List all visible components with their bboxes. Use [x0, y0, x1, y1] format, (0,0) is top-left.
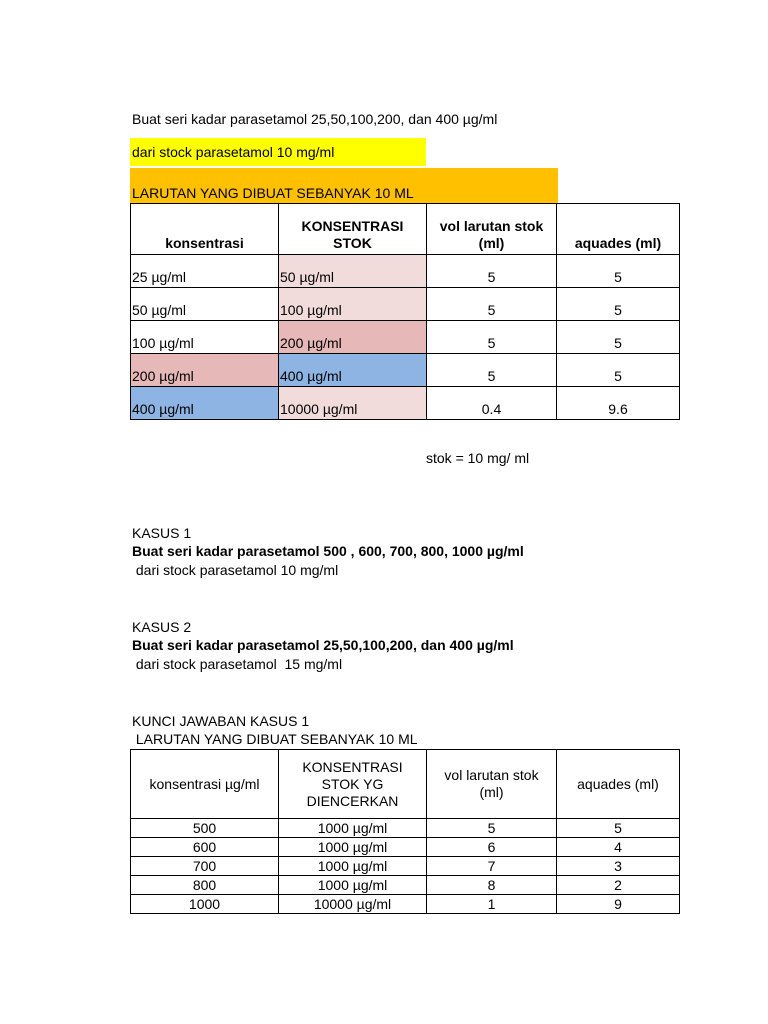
orange-highlight-band — [130, 168, 558, 203]
cell-konsentrasi: 50 µg/ml — [131, 288, 279, 321]
orange-band-text: LARUTAN YANG DIBUAT SEBANYAK 10 ML — [132, 185, 414, 201]
table-row — [131, 819, 680, 838]
cell-stok: 10000 µg/ml — [279, 895, 427, 914]
header-vol-larutan: vol larutan stok (ml) — [427, 204, 557, 255]
kunci-title: KUNCI JAWABAN KASUS 1 — [132, 713, 310, 729]
cell-vol: 8 — [427, 876, 557, 895]
cell-aquades: 5 — [557, 321, 680, 354]
stok-note: stok = 10 mg/ ml — [426, 450, 530, 466]
kasus1-line2: dari stock parasetamol 10 mg/ml — [132, 562, 339, 578]
table-row — [131, 895, 680, 914]
cell-konsentrasi: 700 — [131, 857, 279, 876]
kasus2-line1: Buat seri kadar parasetamol 25,50,100,200, dan 400 µg/ml — [132, 637, 514, 653]
cell-stok: 100 µg/ml — [279, 288, 427, 321]
cell-vol: 0.4 — [427, 387, 557, 420]
cell-aquades: 2 — [557, 876, 680, 895]
cell-stok: 50 µg/ml — [279, 255, 427, 288]
kasus2-line2: dari stock parasetamol 15 mg/ml — [132, 656, 343, 672]
cell-stok: 10000 µg/ml — [279, 387, 427, 420]
cell-konsentrasi: 25 µg/ml — [131, 255, 279, 288]
yellow-band-text: dari stock parasetamol 10 mg/ml — [132, 144, 335, 160]
dilution-table — [130, 203, 680, 420]
cell-vol: 5 — [427, 255, 557, 288]
cell-konsentrasi: 400 µg/ml — [131, 387, 279, 420]
header-konsentrasi: konsentrasi — [131, 204, 279, 255]
table-header-row — [131, 204, 680, 255]
header-konsentrasi: konsentrasi µg/ml — [131, 750, 279, 819]
kasus1-title: KASUS 1 — [132, 525, 192, 541]
cell-aquades: 5 — [557, 255, 680, 288]
cell-stok: 1000 µg/ml — [279, 819, 427, 838]
cell-vol: 5 — [427, 288, 557, 321]
cell-aquades: 9.6 — [557, 387, 680, 420]
cell-vol: 1 — [427, 895, 557, 914]
yellow-highlight-band — [130, 138, 426, 166]
header-konsentrasi-stok: KONSENTRASI STOK YG DIENCERKAN — [279, 750, 427, 819]
table-row — [131, 838, 680, 857]
cell-vol: 6 — [427, 838, 557, 857]
cell-konsentrasi: 600 — [131, 838, 279, 857]
header-vol-larutan: vol larutan stok (ml) — [427, 750, 557, 819]
cell-aquades: 5 — [557, 819, 680, 838]
cell-vol: 5 — [427, 819, 557, 838]
table-header-row — [131, 750, 680, 819]
table-row — [131, 387, 680, 420]
cell-aquades: 9 — [557, 895, 680, 914]
cell-vol: 7 — [427, 857, 557, 876]
cell-stok: 200 µg/ml — [279, 321, 427, 354]
cell-vol: 5 — [427, 354, 557, 387]
table-row — [131, 321, 680, 354]
cell-aquades: 5 — [557, 354, 680, 387]
header-aquades: aquades (ml) — [557, 204, 680, 255]
table-row — [131, 354, 680, 387]
cell-konsentrasi: 200 µg/ml — [131, 354, 279, 387]
table-row — [131, 255, 680, 288]
cell-konsentrasi: 100 µg/ml — [131, 321, 279, 354]
cell-konsentrasi: 1000 — [131, 895, 279, 914]
cell-konsentrasi: 800 — [131, 876, 279, 895]
cell-aquades: 4 — [557, 838, 680, 857]
table-row — [131, 876, 680, 895]
cell-stok: 1000 µg/ml — [279, 838, 427, 857]
kunci-subtitle: LARUTAN YANG DIBUAT SEBANYAK 10 ML — [132, 731, 418, 747]
table-row — [131, 288, 680, 321]
cell-konsentrasi: 500 — [131, 819, 279, 838]
cell-aquades: 3 — [557, 857, 680, 876]
intro-title: Buat seri kadar parasetamol 25,50,100,200, dan 400 µg/ml — [132, 111, 498, 127]
header-aquades: aquades (ml) — [557, 750, 680, 819]
kasus2-title: KASUS 2 — [132, 619, 192, 635]
answer-table — [130, 749, 680, 914]
cell-stok: 1000 µg/ml — [279, 857, 427, 876]
kasus1-line1: Buat seri kadar parasetamol 500 , 600, 700, 800, 1000 µg/ml — [132, 543, 524, 559]
cell-stok: 1000 µg/ml — [279, 876, 427, 895]
header-konsentrasi-stok: KONSENTRASI STOK — [279, 204, 427, 255]
table-row — [131, 857, 680, 876]
cell-stok: 400 µg/ml — [279, 354, 427, 387]
cell-aquades: 5 — [557, 288, 680, 321]
cell-vol: 5 — [427, 321, 557, 354]
